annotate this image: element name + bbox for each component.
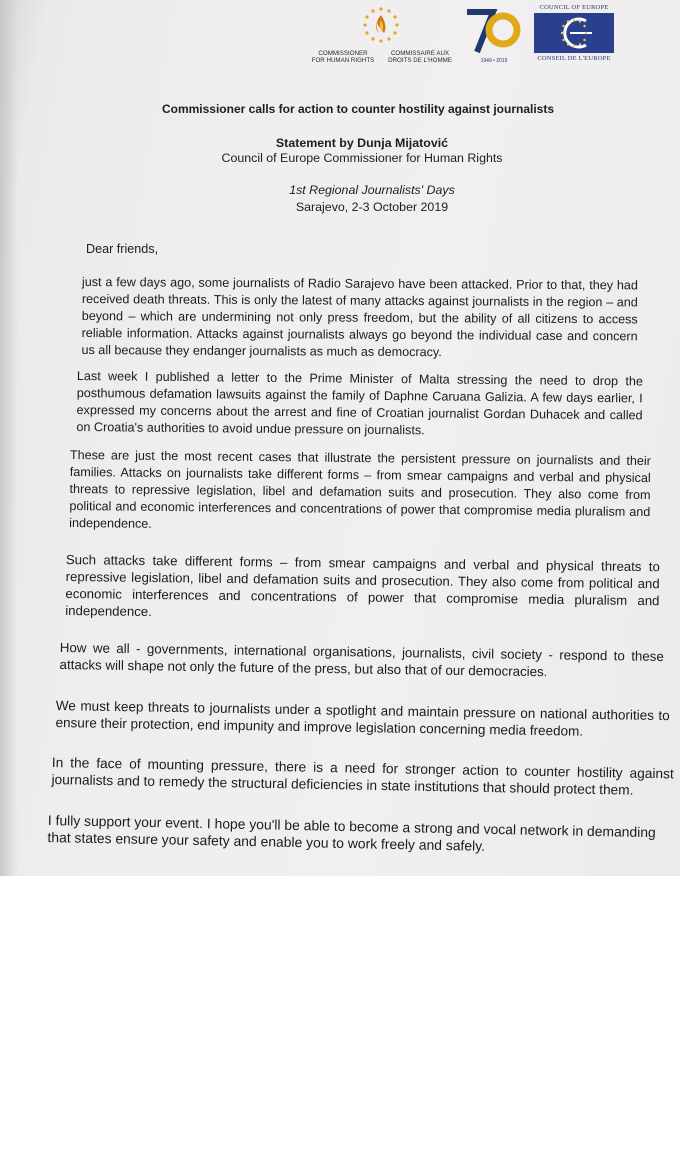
coe-flag: [534, 13, 614, 53]
paragraph: I fully support your event. I hope you'll be able to become a strong and vocal network in demanding that states ensure your safety and enable you to work freely and safely.: [47, 812, 656, 854]
document-title: Commissioner calls for action to counter hostility against journalists: [161, 102, 555, 116]
coe-emblem-icon: [534, 13, 614, 53]
commissioner-label-en: COMMISSIONER FOR HUMAN RIGHTS: [311, 50, 375, 64]
paragraph: Last week I published a letter to the Prime Minister of Malta stressing the need to drop the posthumous defamation lawsuits against the family of Daphne Caruana Galizia. A few days earlier, I expressed my concerns about the arrest and fine of Croatian journalist Gordan Duhacek and called on Croatia's authorities to avoid undue pressure on journalists.: [76, 368, 643, 438]
author-role: Council of Europe Commissioner for Human Rights: [221, 151, 503, 165]
commissioner-label-fr: COMMISSAIRE AUX DROITS DE L'HOMME: [388, 50, 452, 64]
paragraph: just a few days ago, some journalists of Radio Sarajevo have been attacked. Prior to that, they had received death threats. This is only the latest of many attacks against journalists in the region – and beyond – which are undermining not only press freedom, but the ability of all citizens to access reliable information. Attacks against journalists always go beyond the individual case and concern us all because they endanger journalists as much as democracy.: [81, 274, 638, 360]
paragraph: These are just the most recent cases that illustrate the persistent pressure on journalists and their families. Attacks on journalists take different forms – from smear campaigns and verbal and physical threats to repressive legislation, libel and defamation suits and prosecution. They also come from political and economic interferences and concentrations of power that compromise media pluralism and independence.: [69, 447, 651, 531]
paragraph: We must keep threats to journalists under a spotlight and maintain pressure on national authorities to ensure their protection, end impunity and improve legislation concerning media freedom.: [55, 697, 670, 739]
paragraph: Such attacks take different forms – from smear campaigns and verbal and physical threats to repressive legislation, libel and defamation suits and prosecution. They also come from political and economic interferences and concentrations of power that compromise media pluralism and independence.: [65, 551, 660, 620]
seventy-icon: [463, 6, 523, 56]
flame-icon: [360, 6, 402, 48]
paragraph: In the face of mounting pressure, there is a need for stronger action to counter hostility against journalists and to remedy the structural deficiencies in state institutions that should protect them.: [51, 754, 674, 798]
commissioner-logo: [306, 6, 461, 64]
coe-label-fr: CONSEIL DE L'EUROPE: [537, 55, 611, 62]
anniversary-years: 1949 • 2019: [480, 58, 508, 64]
statement-author: Statement by Dunja Mijatović: [275, 136, 449, 150]
council-of-europe-logo: [532, 4, 616, 64]
coe-label-en: COUNCIL OF EUROPE: [539, 4, 609, 11]
paragraph: How we all - governments, international organisations, journalists, civil society - respond to these attacks will shape not only the future of the press, but also that of our democracies.: [59, 639, 664, 680]
anniversary-70-logo: [463, 6, 523, 64]
salutation: Dear friends,: [86, 242, 159, 256]
event-name: 1st Regional Journalists' Days: [289, 183, 455, 197]
page-edge-shadow: [0, 0, 18, 876]
event-place-date: Sarajevo, 2-3 October 2019: [295, 200, 449, 214]
